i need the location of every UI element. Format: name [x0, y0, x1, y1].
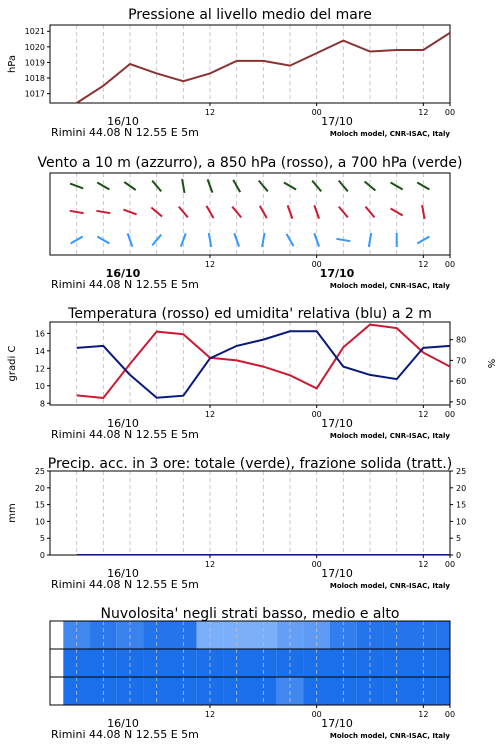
day-label: 16/10 — [107, 417, 139, 430]
y-tick-label: 14 — [34, 346, 45, 356]
day-label: 17/10 — [321, 567, 353, 580]
barb-shaft — [182, 179, 184, 193]
x-tick-label: 00 — [444, 260, 456, 269]
panel-4 — [7, 456, 477, 591]
x-tick-label: 12 — [418, 260, 429, 269]
station-label: Rimini 44.08 N 12.55 E 5m — [51, 126, 199, 139]
x-tick-label: 00 — [311, 410, 322, 419]
plot-frame — [50, 471, 450, 555]
wind-barb-850hpa — [422, 205, 424, 219]
day-label: 16/10 — [105, 267, 141, 280]
y-tick-label: 1020 — [24, 42, 45, 52]
station-label: Rimini 44.08 N 12.55 E 5m — [51, 728, 199, 741]
model-label: Moloch model, CNR-ISAC, Italy — [329, 732, 450, 740]
y-tick-label: 1021 — [24, 27, 45, 37]
y-tick-label: 25 — [34, 467, 45, 476]
y-axis-label: gradi C — [7, 345, 18, 382]
x-tick-label: 12 — [418, 710, 429, 719]
barb-shaft — [70, 211, 84, 213]
x-tick-label: 00 — [444, 410, 456, 419]
y2-tick-label: 20 — [456, 483, 467, 493]
x-tick-label: 12 — [204, 710, 216, 719]
y-tick-label: 0 — [39, 551, 45, 560]
humidity-line — [77, 331, 477, 397]
y2-tick-label: 0 — [456, 551, 462, 560]
y-tick-label: 12 — [34, 364, 45, 374]
x-tick-label: 12 — [418, 410, 429, 419]
day-label: 17/10 — [321, 115, 353, 128]
y2-tick-label: 5 — [456, 534, 462, 544]
x-tick-label: 00 — [311, 710, 322, 719]
y2-tick-label: 60 — [456, 377, 467, 387]
day-label: 16/10 — [107, 567, 139, 580]
barb-shaft — [209, 233, 211, 247]
wind-barb-10m — [336, 239, 350, 241]
cloud-cells — [63, 621, 450, 705]
y2-tick-label: 50 — [456, 397, 467, 407]
wind-barb-10m — [369, 233, 371, 247]
x-tick-label: 12 — [418, 560, 429, 569]
day-label: 17/10 — [321, 417, 353, 430]
day-label: 16/10 — [107, 115, 139, 128]
day-label: 16/10 — [107, 717, 139, 730]
panel-title: Precip. acc. in 3 ore: totale (verde), frazione solida (tratt.) — [47, 456, 453, 472]
y2-tick-label: 70 — [456, 356, 467, 366]
x-tick-label: 12 — [418, 108, 429, 117]
panel-2 — [37, 155, 462, 291]
panel-1 — [7, 7, 477, 139]
plot-frame — [50, 25, 450, 103]
y2-tick-label: 15 — [456, 500, 467, 510]
x-tick-label: 00 — [444, 710, 456, 719]
y-tick-label: 10 — [34, 517, 45, 527]
barb-shaft — [96, 211, 110, 213]
y-tick-label: 1017 — [24, 89, 45, 99]
station-label: Rimini 44.08 N 12.55 E 5m — [51, 278, 199, 291]
y-tick-label: 1019 — [24, 58, 45, 68]
wind-barb-10m — [209, 233, 211, 247]
x-tick-label: 12 — [204, 410, 216, 419]
wind-barb-700hpa — [182, 179, 184, 193]
pressure-line — [77, 27, 477, 103]
model-label: Moloch model, CNR-ISAC, Italy — [329, 582, 450, 590]
y-tick-label: 5 — [39, 534, 45, 544]
wind-barb-850hpa — [70, 211, 84, 213]
x-tick-label: 00 — [311, 260, 322, 269]
panel-title: Vento a 10 m (azzurro), a 850 hPa (rosso), a 700 hPa (verde) — [37, 155, 463, 171]
model-label: Moloch model, CNR-ISAC, Italy — [329, 432, 450, 440]
y2-tick-label: 25 — [456, 467, 467, 476]
barb-shaft — [369, 233, 371, 247]
panel-title: Pressione al livello medio del mare — [128, 7, 372, 23]
panel-3 — [7, 306, 496, 441]
x-tick-label: 00 — [444, 108, 456, 117]
model-label: Moloch model, CNR-ISAC, Italy — [329, 130, 450, 138]
y-tick-label: 20 — [34, 483, 45, 493]
x-tick-label: 12 — [204, 108, 216, 117]
y-tick-label: 1018 — [24, 74, 45, 84]
barb-shaft — [262, 233, 264, 247]
station-label: Rimini 44.08 N 12.55 E 5m — [51, 578, 199, 591]
x-tick-label: 12 — [204, 560, 216, 569]
barb-shaft — [422, 205, 424, 219]
cloud-cell — [437, 677, 450, 705]
x-tick-label: 00 — [311, 108, 322, 117]
x-tick-label: 12 — [204, 260, 216, 269]
day-label: 17/10 — [319, 267, 355, 280]
model-label: Moloch model, CNR-ISAC, Italy — [329, 282, 450, 290]
y-tick-label: 16 — [34, 329, 45, 339]
cloud-cell — [437, 649, 450, 677]
y-tick-label: 10 — [34, 381, 45, 391]
panel-title: Temperatura (rosso) ed umidita' relativa (blu) a 2 m — [68, 306, 432, 322]
panel-title: Nuvolosita' negli strati basso, medio e alto — [100, 606, 400, 622]
y-tick-label: 15 — [34, 500, 45, 510]
y2-axis-label: % — [485, 358, 496, 369]
x-tick-label: 00 — [444, 560, 456, 569]
y-axis-label: mm — [7, 503, 18, 523]
y-tick-label: 8 — [39, 399, 45, 409]
wind-barb-10m — [262, 233, 264, 247]
wind-barb-850hpa — [96, 211, 110, 213]
y-axis-label: hPa — [7, 54, 18, 74]
station-label: Rimini 44.08 N 12.55 E 5m — [51, 428, 199, 441]
x-tick-label: 00 — [311, 560, 322, 569]
y2-tick-label: 80 — [456, 335, 467, 345]
cloud-cell — [437, 621, 450, 649]
day-label: 17/10 — [321, 717, 353, 730]
barb-shaft — [336, 239, 350, 241]
y2-tick-label: 10 — [456, 517, 467, 527]
